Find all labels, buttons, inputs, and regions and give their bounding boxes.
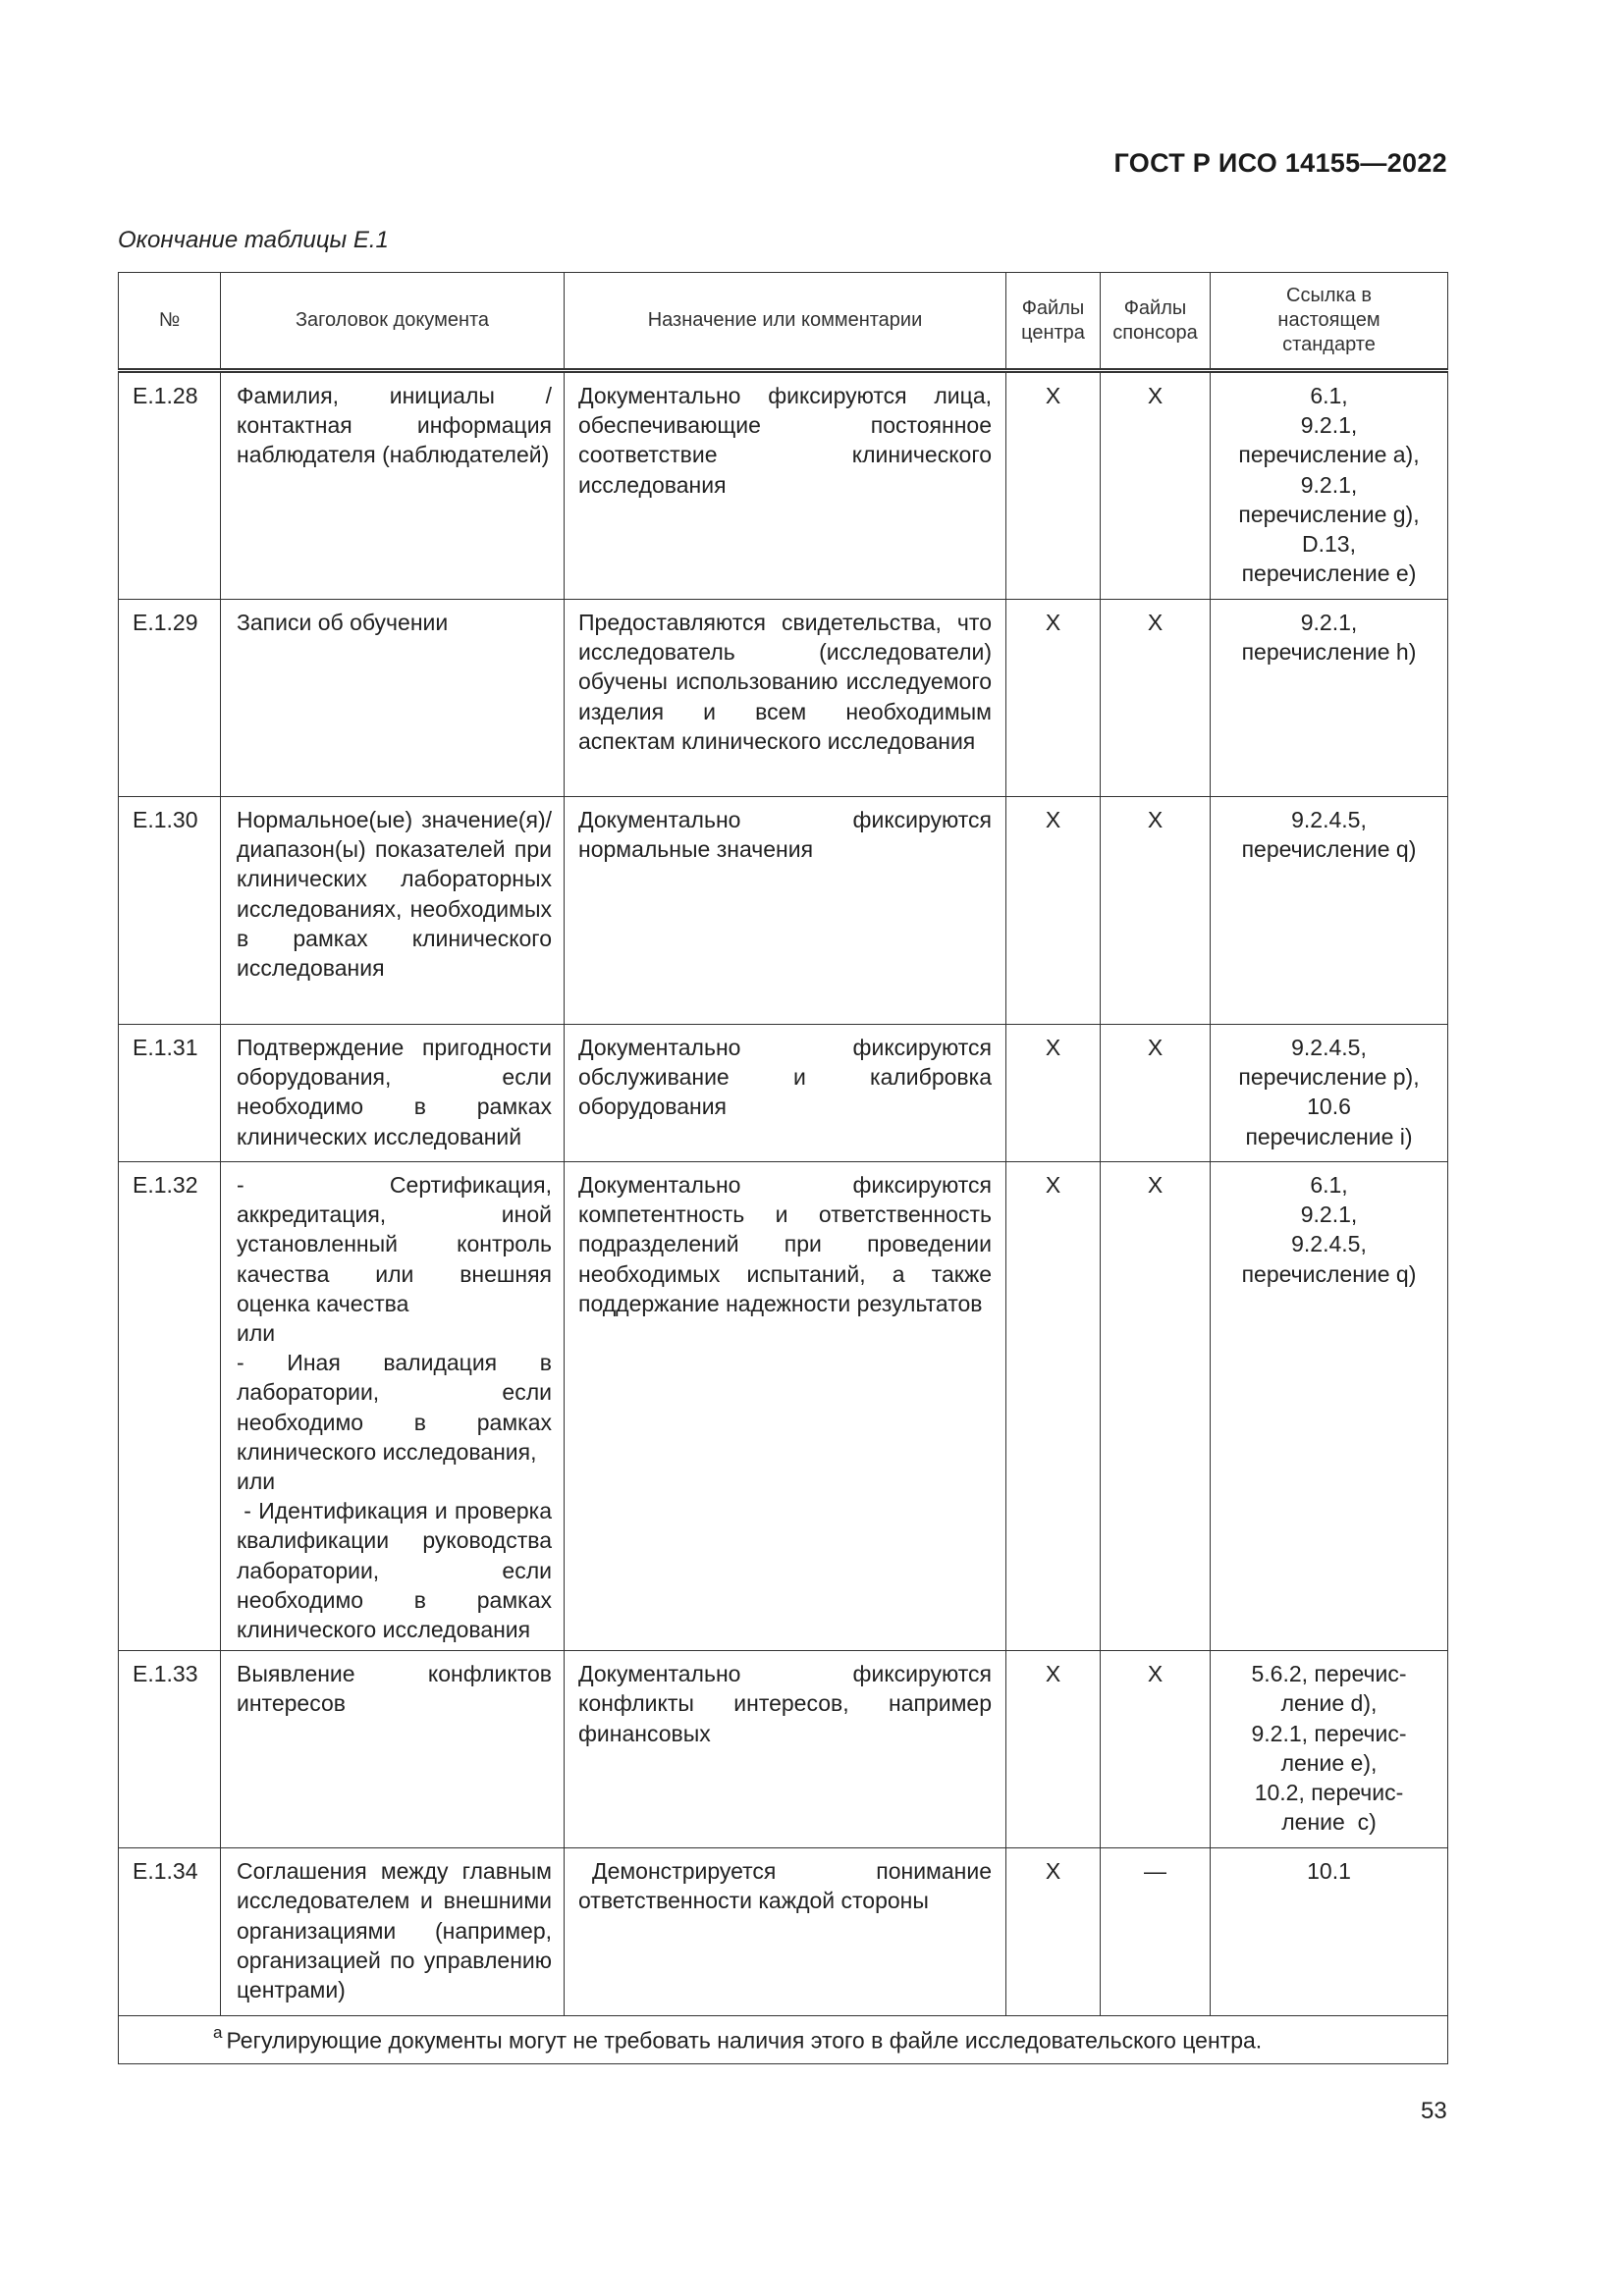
- row-reference: [1211, 1848, 1448, 2016]
- row-title: Выявление конфликтов интересов: [221, 1651, 565, 1848]
- row-title: [221, 1162, 565, 1651]
- standard-designation: ГОСТ Р ИСО 14155—2022: [1113, 148, 1447, 178]
- row-sponsor-mark: X: [1101, 1651, 1211, 1848]
- reference-line: 10.1: [1307, 1858, 1351, 1885]
- reference-line: 9.2.1,: [1300, 610, 1358, 635]
- row-sponsor-mark: X: [1101, 797, 1211, 1025]
- reference-line: ление d),: [1280, 1690, 1378, 1717]
- table-row: [119, 1651, 1448, 1848]
- reference-line: перечисление p),: [1238, 1064, 1420, 1091]
- row-center-mark: X: [1006, 1651, 1101, 1848]
- reference-line: 10.2, перечис-: [1254, 1780, 1404, 1806]
- row-sponsor-mark: X: [1101, 600, 1211, 797]
- row-num: Е.1.32: [119, 1162, 221, 1651]
- row-sponsor-mark: X: [1101, 1025, 1211, 1162]
- row-reference: [1211, 797, 1448, 1025]
- reference-line: 9.2.1,: [1300, 1201, 1358, 1228]
- row-num: Е.1.30: [119, 797, 221, 1025]
- reference-line: 9.2.4.5,: [1291, 1035, 1367, 1060]
- table-row: [119, 1162, 1448, 1651]
- row-num: Е.1.33: [119, 1651, 221, 1848]
- reference-line: перечисление i): [1245, 1123, 1413, 1149]
- header-reference-line: Ссылка в: [1286, 285, 1372, 306]
- row-title: Соглашения между главным исследователем и внешними организациями (например, организацией по управлению центрами): [221, 1848, 565, 2016]
- header-reference-line: настоящем: [1277, 309, 1380, 331]
- row-reference: [1211, 600, 1448, 797]
- footnote-mark: a: [213, 2023, 223, 2043]
- row-num: Е.1.34: [119, 1848, 221, 2016]
- title-line: - Идентификация и проверка квалификации руководства лаборатории, если необходимо в рамках клинического исследования: [237, 1498, 559, 1643]
- title-line: - Иная валидация в лаборатории, если необходимо в рамках клинического исследования,: [237, 1350, 552, 1465]
- table-header-row: [119, 273, 1448, 371]
- table-row: [119, 600, 1448, 797]
- header-reference: [1211, 273, 1448, 371]
- row-title: Нормальное(ые) значение(я)/диапазон(ы) показателей при клинических лабораторных исследованиях, необходимых в рамках клинического исследования: [221, 797, 565, 1025]
- table-row: [119, 1025, 1448, 1162]
- table-footnote: [119, 2016, 1448, 2064]
- row-purpose: Документально фиксируются компетентность и ответственность подразделений при проведении необходимых испытаний, а также поддержание надежности результатов: [565, 1162, 1006, 1651]
- reference-line: 9.2.4.5,: [1291, 807, 1367, 832]
- row-purpose: Документально фиксируются нормальные значения: [565, 797, 1006, 1025]
- table-row: [119, 1848, 1448, 2016]
- header-reference-line: стандарте: [1282, 334, 1376, 355]
- page-number: 53: [1421, 2098, 1447, 2124]
- document-table: [118, 272, 1448, 2064]
- row-reference: [1211, 1162, 1448, 1651]
- row-title: Фамилия, инициалы / контактная информация наблюдателя (наблюдателей): [221, 371, 565, 600]
- row-purpose: Предоставляются свидетельства, что исследователь (исследователи) обучены использованию исследуемого изделия и всем необходимым аспектам клинического исследования: [565, 600, 1006, 797]
- reference-line: 9.2.1,: [1300, 471, 1358, 498]
- reference-line: 5.6.2, перечис-: [1251, 1661, 1407, 1687]
- table-row: [119, 797, 1448, 1025]
- reference-line: 6.1,: [1310, 383, 1348, 408]
- reference-line: перечисление h): [1241, 639, 1417, 666]
- row-reference: [1211, 1651, 1448, 1848]
- reference-line: 6.1,: [1310, 1172, 1348, 1198]
- reference-line: перечисление a),: [1238, 442, 1420, 468]
- header-num: №: [119, 273, 221, 371]
- title-line: - Сертификация, аккредитация, иной установленный контроль качества или внешняя оценка качества: [237, 1172, 552, 1316]
- table-caption: Окончание таблицы Е.1: [118, 227, 389, 253]
- row-center-mark: X: [1006, 371, 1101, 600]
- row-purpose: Документально фиксируются конфликты интересов, например финансовых: [565, 1651, 1006, 1848]
- reference-line: D.13,: [1302, 531, 1356, 558]
- row-num: Е.1.31: [119, 1025, 221, 1162]
- reference-line: 9.2.4.5,: [1291, 1231, 1367, 1257]
- reference-line: 9.2.1,: [1300, 412, 1358, 439]
- reference-line: ление c): [1281, 1809, 1377, 1836]
- header-center-files: [1006, 273, 1101, 371]
- row-center-mark: X: [1006, 1025, 1101, 1162]
- title-line: или: [237, 1468, 276, 1495]
- row-title: Подтверждение пригодности оборудования, если необходимо в рамках клинических исследований: [221, 1025, 565, 1162]
- row-purpose: Демонстрируется понимание ответственности каждой стороны: [565, 1848, 1006, 2016]
- reference-line: перечисление g),: [1238, 501, 1420, 527]
- reference-line: перечисление q): [1241, 1260, 1417, 1287]
- header-sponsor-files-line: спонсора: [1112, 321, 1198, 344]
- row-sponsor-mark: X: [1101, 1162, 1211, 1651]
- header-purpose: Назначение или комментарии: [565, 273, 1006, 371]
- reference-line: 10.6: [1307, 1094, 1351, 1120]
- row-purpose: Документально фиксируются обслуживание и калибровка оборудования: [565, 1025, 1006, 1162]
- table-footnote-row: [119, 2016, 1448, 2064]
- footnote-text: Регулирующие документы могут не требовать наличия этого в файле исследовательского центра.: [226, 2027, 1263, 2054]
- header-sponsor-files-line: Файлы: [1123, 296, 1187, 319]
- row-title: Записи об обучении: [221, 600, 565, 797]
- row-center-mark: X: [1006, 1162, 1101, 1651]
- reference-line: перечисление q): [1241, 836, 1417, 863]
- row-reference: [1211, 1025, 1448, 1162]
- header-title: Заголовок документа: [221, 273, 565, 371]
- row-center-mark: X: [1006, 1848, 1101, 2016]
- reference-line: перечисление e): [1241, 561, 1417, 587]
- title-line: или: [237, 1320, 276, 1347]
- reference-line: ление e),: [1280, 1749, 1378, 1776]
- row-reference: [1211, 371, 1448, 600]
- row-sponsor-mark: —: [1101, 1848, 1211, 2016]
- row-num: Е.1.29: [119, 600, 221, 797]
- reference-line: 9.2.1, перечис-: [1251, 1720, 1407, 1746]
- row-center-mark: X: [1006, 797, 1101, 1025]
- table-row: [119, 371, 1448, 600]
- header-sponsor-files: [1101, 273, 1211, 371]
- row-center-mark: X: [1006, 600, 1101, 797]
- row-sponsor-mark: X: [1101, 371, 1211, 600]
- row-purpose: Документально фиксируются лица, обеспечивающие постоянное соответствие клинического исследования: [565, 371, 1006, 600]
- row-num: Е.1.28: [119, 371, 221, 600]
- header-center-files-line: Файлы: [1021, 296, 1085, 319]
- header-center-files-line: центра: [1021, 321, 1085, 344]
